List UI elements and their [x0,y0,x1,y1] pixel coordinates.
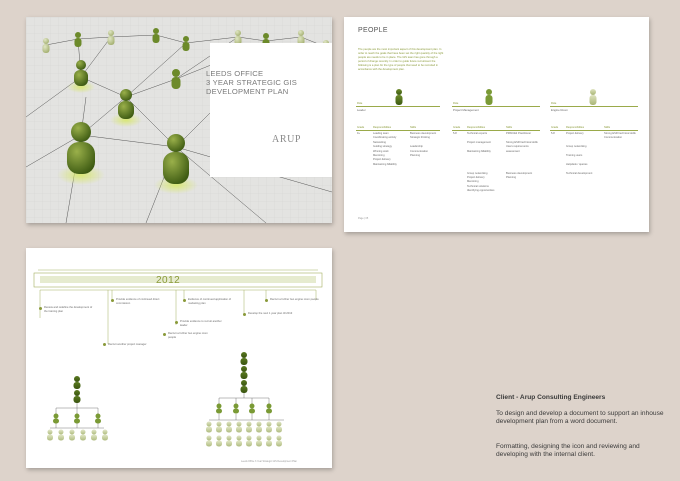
timeline-dot-1 [39,307,42,310]
timeline-item-8: Recruit a further two engine room people [270,298,319,301]
skills-col-1: Business development Strategic thinking Leadership Communication Planning [410,132,437,158]
timeline-page [26,248,332,468]
cover-title-line2: 3 YEAR STRATEGIC GIS [206,78,298,87]
resp-head-3: Responsibilities [566,126,585,129]
skills-head-1: Skills [410,126,417,129]
org-chart-large [206,352,284,447]
grade-head-3: Grade [551,126,559,129]
leader-person-icon [396,89,403,105]
timeline-dot-8 [265,299,268,302]
role-name-leader: Leader [357,108,366,112]
people-page-footer: Page | 05 [358,217,369,220]
skills-head-2: Skills [506,126,513,129]
timeline-item-7: Develop the next 1 year plan till 2013 [248,312,293,315]
grade-col-1: 9+ [357,132,360,135]
people-page [344,17,649,232]
cover-title-line1: LEEDS OFFICE [206,69,264,78]
timeline-dot-6 [183,299,186,302]
timeline-dot-7 [243,313,246,316]
col-divider-1 [356,130,440,131]
client-caption-description: To design and develop a document to support an inhouse development plan from a word document. [496,410,664,426]
cover-title-line3: DEVELOPMENT PLAN [206,87,289,96]
timeline-year: 2012 [156,275,181,286]
grade-col-3: 5-8 [551,132,555,135]
responsibilities-col-3: Project delivery Group networking Training users Helpdesk / queries Technical development [566,132,593,175]
col-divider-3 [550,130,638,131]
skills-col-2: PRINCE2 Practitioner Strong ESRI technical skills Users requirements assessment Business development Planning [506,132,538,180]
skills-col-3: Strong ESRI technical skills Communication [604,132,636,140]
resp-head-2: Responsibilities [467,126,486,129]
responsibilities-col-1: Leading team Coordinating activity Networking Guiding strategy Winning work Mentoring Project delivery Maintaining billability [373,132,397,166]
cover-title [206,69,326,96]
engine-room-person-icon [590,89,597,105]
arup-logo: ARUP [272,134,302,145]
role-divider-2 [452,106,540,107]
role-head-3: Role [551,102,557,105]
cover-page [26,17,332,223]
timeline-item-2: Recruit another project manager [108,343,147,346]
project-management-person-icon [486,89,493,105]
timeline-dot-3 [111,299,114,302]
timeline-item-5: Provide evidence to recruit another leader [180,320,222,327]
grade-head-1: Grade [357,126,365,129]
org-chart-small [47,376,108,441]
timeline-item-4: Recruit a further two engine room people [168,332,208,339]
role-divider-1 [356,106,440,107]
skills-head-3: Skills [604,126,611,129]
timeline-dot-5 [175,321,178,324]
client-caption-scope: Formatting, designing the icon and reviewing and developing with the internal client. [496,443,640,459]
resp-head-1: Responsibilities [373,126,392,129]
col-divider-2 [452,130,540,131]
timeline-dot-4 [163,333,166,336]
timeline-dot-2 [103,343,106,346]
people-page-title: PEOPLE [358,27,388,34]
role-head-1: Role [357,102,363,105]
responsibilities-col-2: Technical experts Project management Maintaining billability Group networking Project delivery Mentoring Technical solutions Identifying opportunities [467,132,495,193]
cover-title-panel [210,43,332,177]
people-intro-text: The people are the most important aspect of this development plan. In order to reach the goals that have been set the right quantity of the right people are needs to be in place. The GIS team has gone through a period of change recently. In order to guide future recruitment the following is a plan for the type of people that need to be recruited in accordance with the development plan. [358,48,444,72]
role-person-icons [344,17,649,232]
role-name-project-management: Project Management [453,108,479,112]
grade-head-2: Grade [453,126,461,129]
role-head-2: Role [453,102,459,105]
timeline-item-6: Evidence of continued application of marketing plan [188,298,232,305]
role-name-engine-room: Engine Room [551,108,568,112]
role-divider-3 [550,106,638,107]
grade-col-2: 5-8 [453,132,457,135]
timeline-item-1: Review and redefine the development of the training plan [44,306,93,313]
timeline-item-3: Provide evidence of continued direct commission [116,298,160,305]
timeline-page-footer: Leeds Office 3 Year Strategic GIS Development Plan [241,460,297,463]
client-caption-title: Client - Arup Consulting Engineers [496,394,606,401]
